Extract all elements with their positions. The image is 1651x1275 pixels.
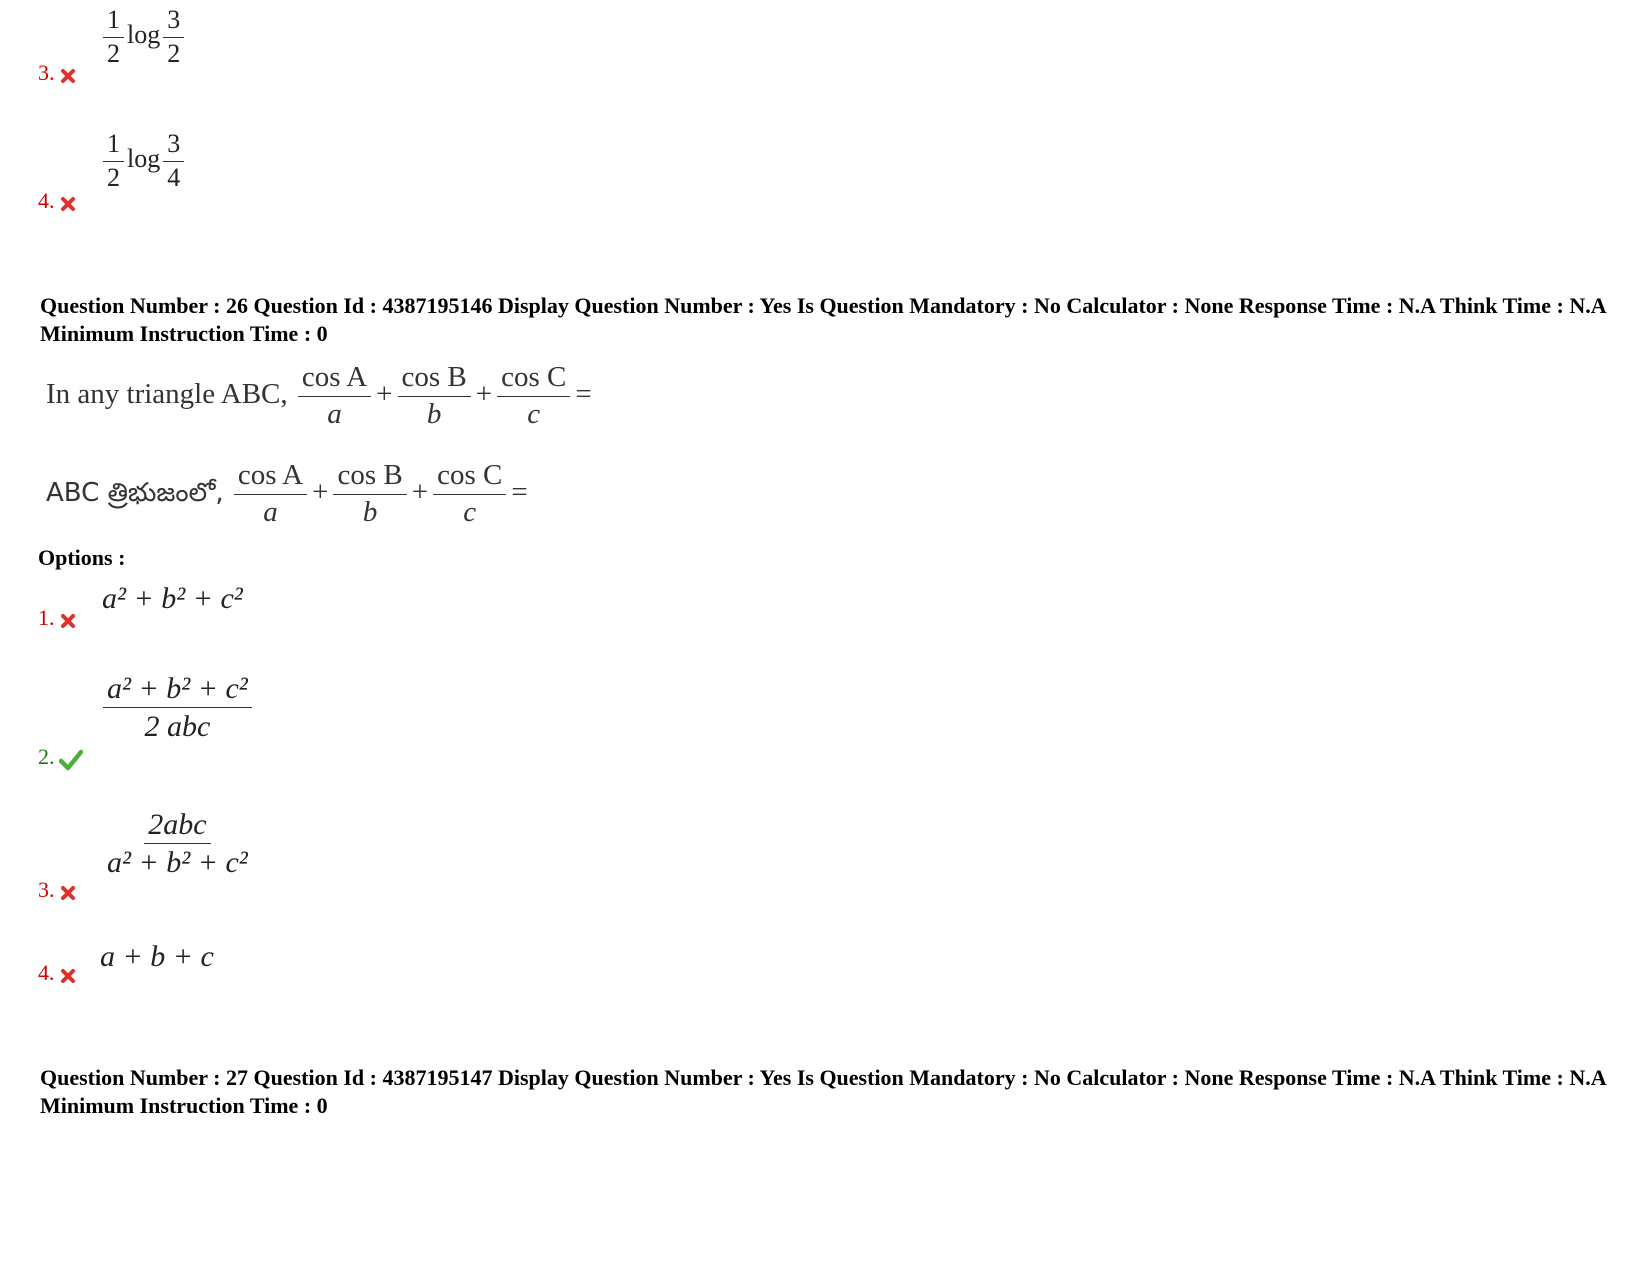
option-number: 1. [38,605,55,630]
plus-sign: + [411,476,429,509]
coef-numerator: 1 [103,6,124,38]
coef-numerator: 1 [103,130,124,162]
term-denominator: b [426,397,442,430]
plus-sign: + [475,378,493,411]
option-1-expression: a² + b² + c² [102,582,243,615]
log-function: log [127,20,161,50]
option-2-expression [100,672,255,743]
stem-text: ABC త్రిభుజంలో, [46,478,224,509]
log-function: log [127,144,161,174]
option-numerator: 2abc [144,808,210,844]
option-number: 3. [38,877,55,902]
wrong-mark-icon [59,967,77,985]
term-denominator: c [527,397,541,430]
prev-option-4-expression [100,130,187,192]
option-numerator: a² + b² + c² [103,672,252,708]
equals-sign: = [511,476,528,509]
option-4-expression: a + b + c [100,940,214,973]
option-number: 2. [38,744,55,769]
question-27-header: Question Number : 27 Question Id : 4387195147 Display Question Number : Yes Is Question Mandatory : No Calculator : None Response Time : N.A Think Time : N.A Minimum Instruction Time : 0 [40,1065,1606,1118]
option-number: 4. [38,960,55,985]
coef-denominator: 2 [107,162,120,192]
option-4-marker [38,960,77,986]
term-denominator: c [463,495,477,528]
prev-option-3 [38,60,77,86]
arg-denominator: 4 [167,162,181,192]
question-26-header: Question Number : 26 Question Id : 4387195146 Display Question Number : Yes Is Question Mandatory : No Calculator : None Response Time : N.A Think Time : N.A Minimum Instruction Time : 0 [40,293,1606,346]
plus-sign: + [312,476,329,509]
option-1-marker [38,605,77,631]
term-numerator: cos B [333,460,406,495]
term-numerator: cos C [433,460,506,495]
arg-numerator: 3 [163,130,184,162]
wrong-mark-icon [59,67,77,85]
question-26-stem-telugu [46,460,530,529]
wrong-mark-icon [59,884,77,902]
term-denominator: b [362,495,378,528]
option-denominator: 2 abc [144,710,211,743]
option-denominator: a² + b² + c² [107,846,248,879]
term-numerator: cos C [497,362,570,397]
arg-numerator: 3 [163,6,184,38]
option-2-marker [38,744,83,771]
wrong-mark-icon [59,612,77,630]
correct-check-icon [59,749,83,771]
coef-denominator: 2 [107,38,120,68]
arg-denominator: 2 [167,38,181,68]
prev-option-4 [38,188,77,214]
term-denominator: a [327,397,342,430]
term-numerator: cos A [234,460,307,495]
term-numerator: cos B [398,362,471,397]
option-3-expression [100,808,255,879]
equals-sign: = [575,378,592,411]
question-26-stem-english [46,362,594,431]
option-3-marker [38,877,77,903]
stem-text: In any triangle ABC, [46,378,288,411]
option-number: 3. [38,60,55,85]
term-numerator: cos A [298,362,371,397]
plus-sign: + [376,378,393,411]
prev-option-3-expression [100,6,187,68]
wrong-mark-icon [59,195,77,213]
option-number: 4. [38,188,55,213]
term-denominator: a [263,495,278,528]
options-label: Options : [38,545,126,570]
